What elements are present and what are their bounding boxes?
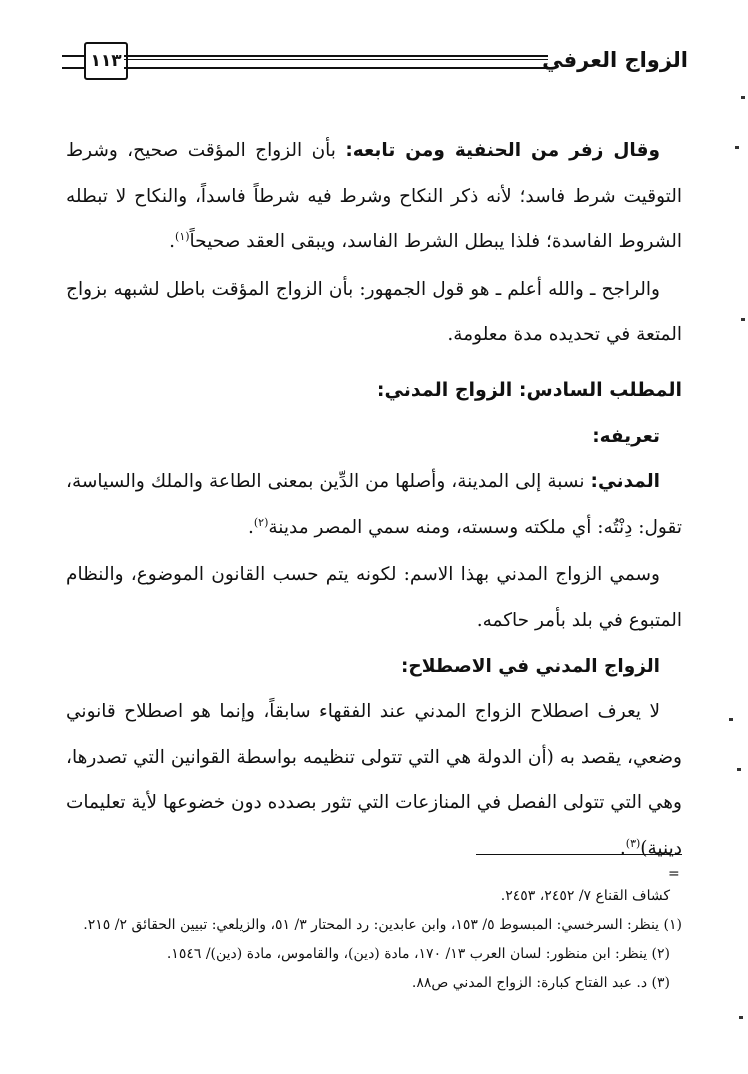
footnote-2: (٢) ينظر: ابن منظور: لسان العرب ١٣/ ١٧٠، مادة (دين)، والقاموس، مادة (دين)/ ١٥٤٦. bbox=[166, 946, 670, 962]
paragraph-zufar bbox=[66, 128, 682, 265]
margin-mark bbox=[739, 1016, 743, 1019]
paragraph-naming: وسمي الزواج المدني بهذا الاسم: لكونه يتم حسب القانون الموضوع، والنظام المتبوع في بلد بأمر حاكمه. bbox=[66, 564, 682, 631]
main-text bbox=[66, 128, 682, 872]
footnote-ref-3: (٣) bbox=[625, 836, 641, 850]
footnote-1: (١) ينظر: السرخسي: المبسوط ٥/ ١٥٣، وابن عابدين: رد المحتار ٣/ ٥١، والزيلعي: تبيين الحقائق ٢/ ٢١٥. bbox=[83, 917, 682, 933]
paragraph-madani bbox=[66, 459, 682, 550]
footnote-ref-1: (١) bbox=[175, 230, 190, 244]
margin-mark bbox=[729, 718, 733, 721]
paragraph-end: . bbox=[619, 837, 626, 859]
paragraph-text: لا يعرف اصطلاح الزواج المدني عند الفقهاء سابقاً، وإنما هو اصطلاح قانوني وضعي، يقصد به (أن الدولة هي التي تتولى تنظيمه بواسطة القوانين التي تصدرها، وهي التي تتولى الفصل في المنازعات التي تثور بصدده دون خضوعها لأية تعليمات دينية) bbox=[66, 701, 682, 859]
footnote-3: (٣) د. عبد الفتاح كبارة: الزواج المدني ص٨٨. bbox=[411, 975, 670, 991]
margin-mark bbox=[741, 318, 745, 321]
paragraph-end: . bbox=[247, 516, 254, 538]
paragraph-terminology bbox=[66, 689, 682, 871]
running-title: الزواج العرفي bbox=[542, 48, 688, 72]
running-header bbox=[62, 42, 688, 80]
paragraph-end: . bbox=[169, 231, 176, 253]
margin-mark bbox=[741, 96, 745, 99]
header-rule bbox=[124, 55, 548, 69]
footnote-continuation-mark: = bbox=[668, 866, 680, 882]
paragraph-text: نسبة إلى المدينة، وأصلها من الدِّين بمعنى الطاعة والملك والسياسة، تقول: دِنْتُه: أي ملكته وسسته، ومنه سمي المصر مدينة bbox=[66, 471, 682, 538]
paragraph-preferred: والراجح ـ والله أعلم ـ هو قول الجمهور: بأن الزواج المؤقت باطل لشبهه بزواج المتعة في تحديده مدة معلومة. bbox=[66, 278, 682, 346]
paragraph-text: بأن الزواج المؤقت صحيح، وشرط التوقيت شرط فاسد؛ لأنه ذكر النكاح وشرط فيه شرطاً فاسداً، والنكاح لا تبطله الشروط الفاسدة؛ فلذا يبطل الشرط الفاسد، ويبقى العقد صحيحاً bbox=[66, 140, 682, 253]
paragraph-lead: وقال زفر من الحنفية ومن تابعه: bbox=[345, 140, 660, 161]
paragraph-lead: المدني: bbox=[590, 471, 660, 493]
section-heading: المطلب السادس: الزواج المدني: bbox=[376, 378, 682, 401]
margin-mark bbox=[735, 146, 739, 149]
footnote-continuation: كشاف القناع ٧/ ٢٤٥٢، ٢٤٥٣. bbox=[500, 888, 670, 904]
margin-mark bbox=[737, 768, 741, 771]
footnote-separator bbox=[476, 854, 682, 855]
footnote-ref-2: (٢) bbox=[253, 515, 269, 529]
subheading-terminology: الزواج المدني في الاصطلاح: bbox=[401, 655, 660, 677]
footnotes bbox=[66, 882, 682, 998]
page-number: ١١٣ bbox=[84, 42, 128, 80]
header-rule-stub bbox=[62, 55, 84, 69]
subheading-definition: تعريفه: bbox=[592, 425, 660, 447]
